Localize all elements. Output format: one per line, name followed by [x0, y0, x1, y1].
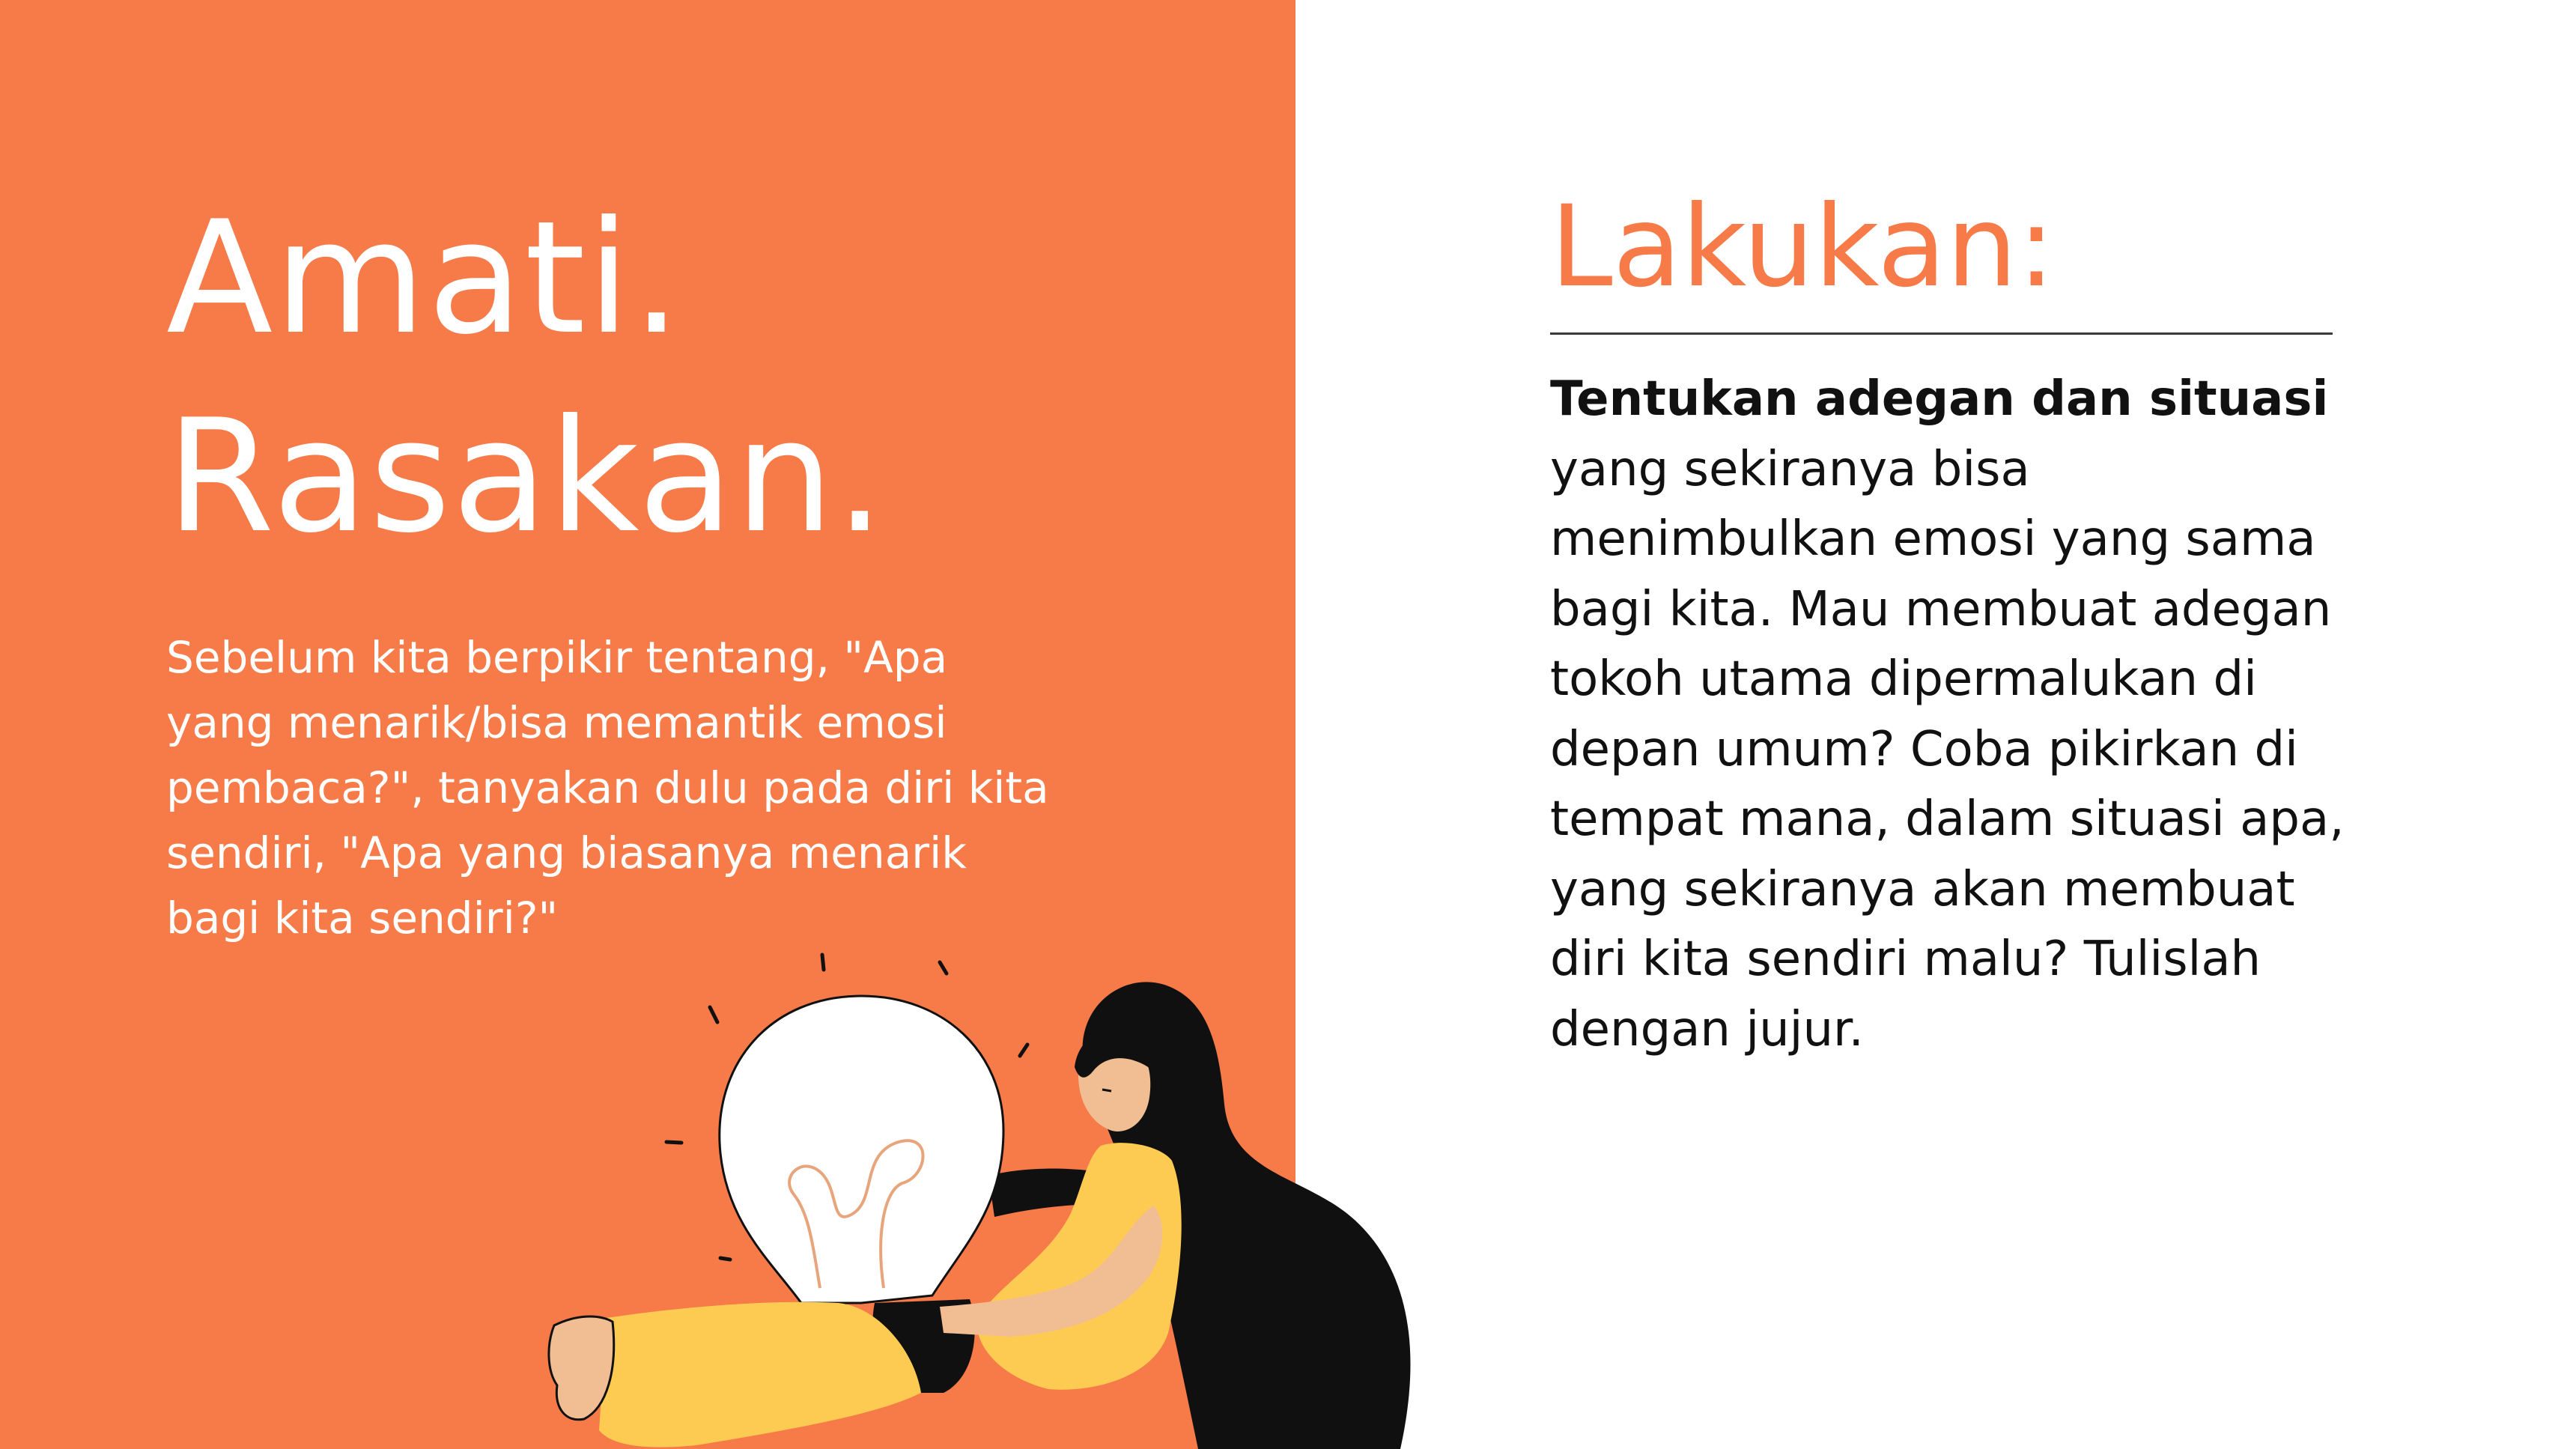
headline — [166, 180, 886, 577]
section-title: Lakukan: — [1550, 182, 2056, 312]
eye-mark — [1102, 1090, 1111, 1091]
intro-paragraph: Sebelum kita berpikir tentang, "Apa yang menarik/bisa memantik emosi pembaca?", tanyakan dulu pada diri kita sendiri, "Apa yang biasanya menarik bagi kita sendiri?" — [166, 632, 1049, 944]
title-divider — [1550, 332, 2333, 335]
body-bold-lead: Tentukan adegan dan situasi — [1550, 371, 2329, 427]
body-rest: yang sekiranya bisa menimbulkan emosi yang sama bagi kita. Mau membuat adegan tokoh utama dipermalukan di depan umum? Coba pikirkan di tempat mana, dalam situasi apa, yang sekiranya akan membuat diri kita sendiri malu? Tulislah dengan jujur. — [1550, 441, 2345, 1057]
woman-holding-lightbulb-illustration — [524, 929, 1498, 1449]
headline-line-2: Rasakan. — [166, 386, 887, 568]
body-paragraph — [1550, 365, 2359, 1065]
pants-shape — [599, 1302, 921, 1448]
headline-line-1: Amati. — [166, 188, 683, 369]
lightbulb-glass — [720, 996, 1003, 1303]
